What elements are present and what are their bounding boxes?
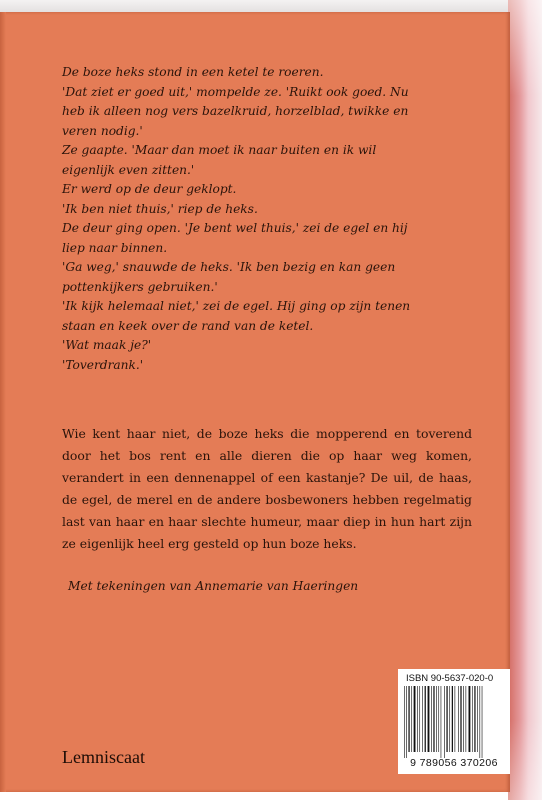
excerpt-line: eigenlijk even zitten.' [62,162,195,177]
story-excerpt [62,63,502,375]
barcode-bar [438,686,439,752]
barcode-bar [436,686,437,752]
excerpt-line: veren nodig.' [62,123,143,138]
barcode-bar [422,686,423,752]
excerpt-line: 'Ik ben niet thuis,' riep de heks. [62,201,258,216]
barcode-bar [444,686,445,758]
barcode-bar [417,686,418,752]
excerpt-line: Er werd op de deur geklopt. [62,182,237,196]
barcode-bar [482,686,483,758]
excerpt-line: pottenkijkers gebruiken.' [62,279,218,294]
barcode-bar [446,686,447,752]
barcode-bar [466,686,467,752]
barcode-bar [441,686,442,758]
excerpt-line: heb ik alleen nog vers bazelkruid, horzelblad, twikke en [62,104,409,118]
excerpt-line: Ze gaapte. 'Maar dan moet ik naar buiten en ik wil [62,143,377,157]
barcode-bar [469,686,471,752]
excerpt-line: De deur ging open. 'Je bent wel thuis,' zei de egel en hij [62,221,408,235]
barcode-bar [458,686,459,752]
barcode-bar [480,686,481,758]
barcode-bar [428,686,430,752]
barcode-bar [455,686,456,752]
barcode-bar [431,686,432,752]
barcode-bar [449,686,450,752]
barcode-bar [433,686,434,752]
barcode-bar [463,686,464,752]
barcode-bar [404,686,405,758]
barcode-bar [472,686,473,752]
barcode-bar [414,686,416,752]
barcode-bar [474,686,475,752]
barcode-bar [452,686,453,752]
barcode-bar [425,686,426,752]
barcode-bar [477,686,478,752]
barcode-bar [406,686,407,758]
excerpt-line: 'Wat maak je?' [62,338,152,352]
excerpt-line: 'Ga weg,' snauwde de heks. 'Ik ben bezig en kan geen [62,260,396,274]
excerpt-line: 'Ik kijk helemaal niet,' zei de egel. Hij ging op zijn tenen [62,299,411,313]
barcode-bar [411,686,412,752]
excerpt-line: liep naar binnen. [62,240,168,255]
barcode-number: 9 789056 370206 [410,757,498,769]
book-blurb: Wie kent haar niet, de boze heks die mopperend en toverend door het bos rent en alle dieren die op haar weg komen, verandert in een dennenappel of een kastanje? De uil, de haas, de egel, de merel en de andere bosbewoners hebben regelmatig last van haar en haar slechte humeur, maar diep in hun hart zijn ze eigenlijk heel erg gesteld op hun boze heks. [62,426,472,551]
barcode-bar [408,686,409,752]
barcode-bar [419,686,420,752]
excerpt-line: 'Dat ziet er goed uit,' mompelde ze. 'Ruikt ook goed. Nu [62,84,409,99]
publisher-name: Lemniscaat [62,747,145,767]
book-spine-edge [508,0,542,800]
excerpt-line: 'Toverdrank.' [62,357,144,372]
excerpt-line: staan en keek over de rand van de ketel. [62,318,314,333]
barcode-label [398,669,510,774]
barcode-bar [460,686,461,752]
barcode-icon [404,686,504,758]
isbn-text: ISBN 90-5637-020-0 [406,673,494,684]
illustrator-credit: Met tekeningen van Annemarie van Haeringen [68,579,359,593]
excerpt-line: De boze heks stond in een ketel te roeren. [62,65,324,79]
